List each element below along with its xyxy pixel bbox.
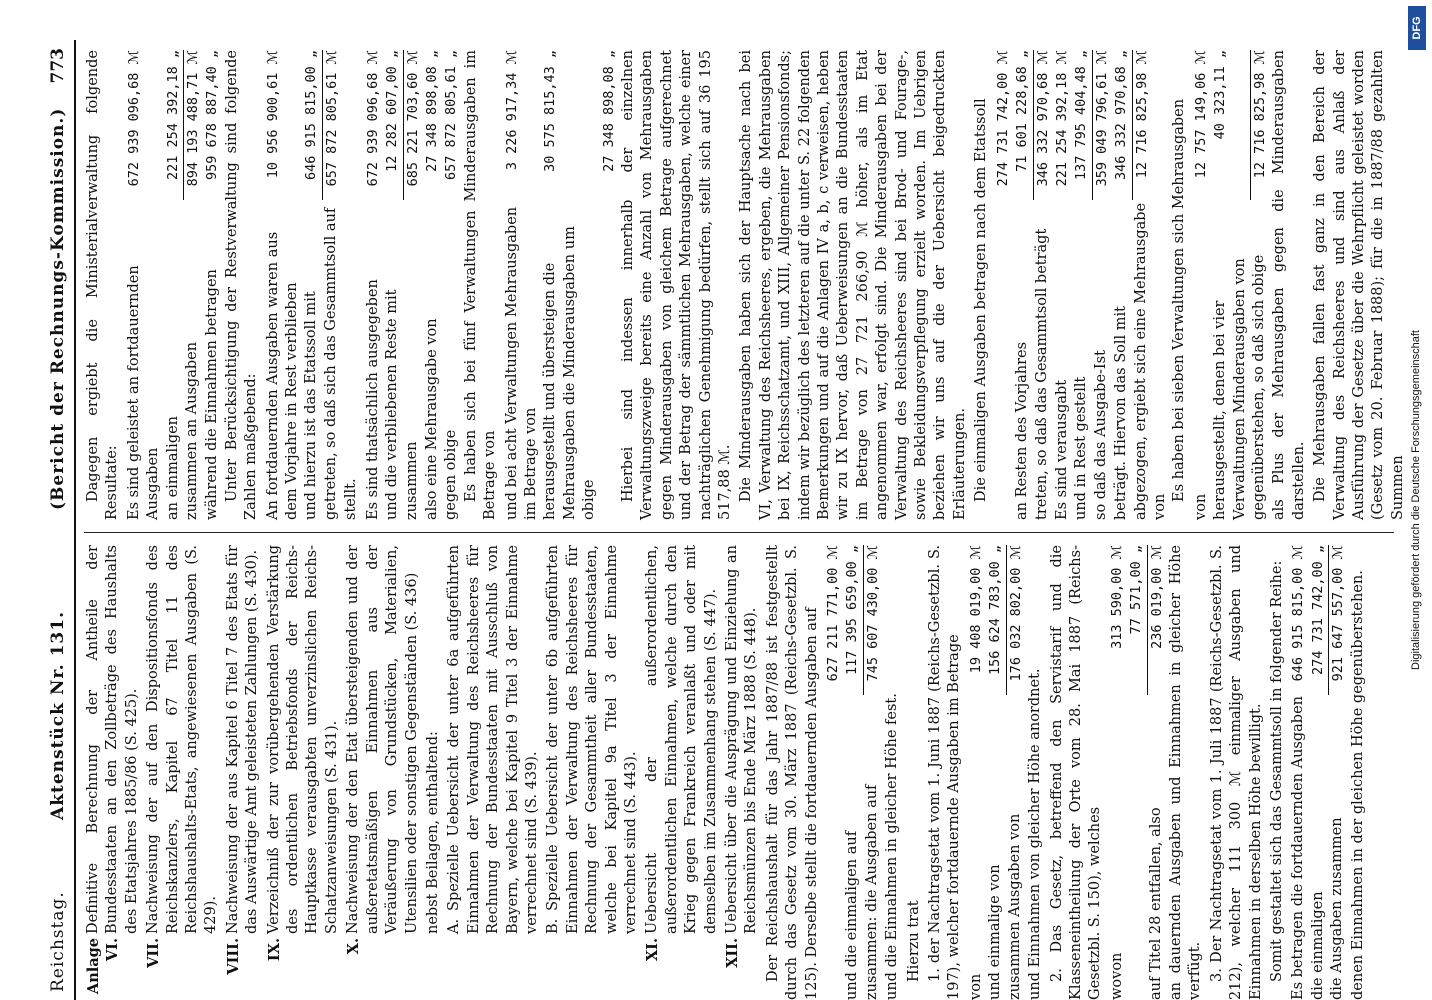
paragraph: als Plus der Mehrausgaben gegen die Minderausgaben darstellen.	[1271, 50, 1307, 520]
amount-row	[600, 50, 619, 520]
amount-label: und hierzu ist das Etatssoll mit	[303, 291, 320, 520]
anlage-text: Nachweisung der den Etat übersteigenden und der außeretatsmäßigen Einnahmen aus der Veräußerung von Grundstücken, Materialien, Utensilien oder sonstigen Gegenständen (S. 436)	[345, 545, 420, 934]
amount-label	[824, 695, 843, 1000]
amount-block	[1053, 50, 1170, 520]
amount-block	[1108, 545, 1167, 1000]
amount-value: 672 939 096,68 ℳ	[125, 50, 142, 187]
amount-row	[383, 50, 402, 520]
amount-row	[1147, 545, 1167, 1000]
paragraph: Der Reichshaushalt für das Jahr 1887/88 ist festgestellt durch das Gesetz vom 30. März 1887 (Reichs-Gesetzbl. S. 125). Derselbe stellt die fortdauernden Ausgaben auf	[764, 545, 820, 1000]
amount-value: 27 348 898,08 „	[600, 50, 617, 172]
amount-value: 117 395 659,00 „	[844, 545, 861, 676]
paragraph: denen Einnahmen in der gleichen Höhe gegenüberstehen.	[1349, 570, 1366, 1000]
amount-label: und die einmaligen auf	[844, 830, 861, 1000]
paragraph: 2. Das Gesetz, betreffend den Servistarif und die Klasseneintheilung der Orte vom 28. Mai 1887 (Reichs-Gesetzbl. S. 150), welches	[1048, 545, 1104, 1000]
anlage-number: Anlage VI.	[85, 938, 122, 995]
amount-label	[600, 200, 619, 520]
amount-value: 19 408 019,00 ℳ	[967, 545, 984, 674]
amount-row	[503, 50, 542, 520]
amount-label: zusammen Ausgaben von	[1006, 813, 1023, 1000]
amount-label: Es sind verausgabt	[1053, 379, 1070, 520]
amount-value: 71 601 228,68 „	[1014, 50, 1031, 172]
amount-block	[967, 545, 1026, 1000]
paragraph: 3. Der Nachtragsetat vom 1. Juli 1887 (Reichs-Gesetzbl. S. 212), welcher 111 300 ℳ einmaliger Ausgaben und Einnahmen in derselben Höhe bewilligt.	[1208, 545, 1264, 1000]
paragraph: 1. der Nachtragsetat vom 1. Juni 1887 (Reichs-Gesetzbl. S. 197), welcher fortdauernde Ausgaben im Betrage	[927, 545, 963, 1000]
amount-label: und in Rest gestellt	[1073, 376, 1090, 520]
amount-block	[994, 50, 1053, 520]
amount-label: und die verbliebenen Reste mit	[384, 289, 401, 520]
amount-row	[967, 545, 986, 1000]
amount-row	[1033, 50, 1053, 520]
left-column	[84, 545, 1404, 1000]
paragraph: Die Mehrausgaben fallen fast ganz in den Bereich der Verwaltung des Reichsheeres und sind aus Anlaß der Ausführung der Gesetze über die Wehrpflicht geleistet worden (Gesetz vom 20. Februar 1888); für die in 1887/88 gezahlten Summen	[1312, 50, 1406, 520]
anlage-item	[224, 545, 263, 1000]
amount-label: von	[1192, 493, 1209, 520]
amount-row	[1092, 50, 1112, 520]
amount-value: 12 716 825,98 ℳ	[1250, 50, 1270, 200]
right-column	[84, 50, 1404, 520]
header-left: Reichstag.	[48, 891, 68, 992]
amount-row	[1112, 50, 1131, 520]
amount-label: An fortdauernden Ausgaben waren aus dem Vorjahre in Rest verblieben	[264, 231, 301, 520]
amount-row	[986, 545, 1005, 1000]
amount-value: 274 731 742,00 „	[1309, 545, 1326, 676]
amount-block	[125, 50, 223, 520]
anlage-text: Nachweisung der auf den Dispositionsfonds des Reichskanzlers, Kapitel 67 Titel 11 des Reichshaushalts-Etats, angewiesenen Ausgaben (S. 429).	[145, 545, 220, 934]
amount-row	[364, 50, 383, 520]
amount-label	[994, 200, 1013, 520]
amount-value: 236 019,00 ℳ	[1147, 545, 1167, 695]
amount-row	[442, 50, 461, 520]
amount-label: an einmaligen	[164, 415, 181, 520]
amount-label: abgezogen, ergiebt sich eine Mehrausgabe von	[1132, 202, 1168, 520]
amount-value: 646 915 815,00 ℳ	[1290, 545, 1307, 682]
anlage-item	[643, 545, 721, 1000]
amount-row	[1108, 545, 1127, 1000]
amount-value: 176 032 802,00 ℳ	[1006, 545, 1026, 695]
amount-row	[824, 545, 843, 1000]
paragraph: stellt.	[343, 478, 360, 520]
amount-label	[1127, 695, 1146, 1000]
paragraph: und die Einnahmen in gleicher Höhe fest.	[884, 693, 901, 1000]
amount-row	[403, 50, 423, 520]
amount-value: 685 221 703,60 ℳ	[403, 50, 423, 200]
amount-label: Es sind geleistet an fortdauernden Ausgaben	[125, 265, 162, 520]
amount-row	[203, 50, 222, 520]
amount-value: 646 915 815,00 „	[303, 50, 320, 181]
anlage-number: XI.	[644, 938, 662, 962]
page-header	[40, 40, 76, 1000]
amount-row	[302, 50, 321, 520]
amount-value: 12 282 607,00 „	[384, 50, 401, 172]
column-divider	[84, 532, 1394, 533]
amount-label: und einmalige von	[987, 864, 1004, 1000]
amount-label: an Resten des Vorjahres	[1014, 341, 1031, 520]
paragraph: Es haben sich bei fünf Verwaltungen Minderausgaben im Betrage von	[462, 50, 499, 520]
amount-label: so daß das Ausgabe-Ist	[1092, 350, 1109, 520]
amount-label: wovon	[1108, 952, 1125, 1000]
amount-label: beträgt. Hiervon das Soll mit	[1113, 306, 1130, 520]
amount-row	[125, 50, 164, 520]
amount-value: 921 647 557,00 ℳ	[1328, 545, 1348, 695]
amount-label: treten, so daß das Gesammtsoll beträgt	[1033, 228, 1050, 520]
anlage-text: Verzeichniß der zur vorübergehenden Verstärkung des ordentlichen Betriebsfonds der Reichs-Hauptkasse verausgabten unverzinslichen Reichs-Schatzanweisungen (S. 431).	[265, 545, 340, 934]
paragraph: Die einmaligen Ausgaben betragen nach dem Etatssoll	[973, 98, 990, 502]
amount-label: die Ausgaben zusammen	[1329, 817, 1346, 1000]
amount-label: von	[967, 973, 984, 1000]
anlage-number	[445, 938, 542, 1000]
paragraph: Somit gestaltet sich das Gesammtsoll in folgender Reihe:	[1268, 560, 1285, 982]
amount-block	[824, 545, 883, 1000]
anlagen-list	[84, 545, 762, 1000]
amount-row	[541, 50, 599, 520]
anlage-text: Definitive Berechnung der Antheile der Bundesstaaten an den Zollbeträge des Haushalts des Etatsjahres 1885/86 (S. 425).	[85, 545, 140, 934]
dfg-logo-text: DFG	[1411, 16, 1423, 40]
amount-row	[1328, 545, 1348, 1000]
paragraph: Hierbei sind indessen innerhalb der einzelnen Verwaltungszweige bereits eine Anzahl von Mehrausgaben gegen Minderausgaben von gleichem Betrage aufgerechnet und der Betrag der sämmtlichen Mehrausgaben, welche einer nachträglichen Genehmigung bedürfen, stellt sich auf 36 195 517,88 ℳ.	[619, 50, 733, 520]
amount-row	[164, 50, 183, 520]
amount-label: und bei acht Verwaltungen Mehrausgaben im Betrage von	[503, 206, 539, 520]
rotated-document-page	[40, 40, 1410, 1000]
amount-row	[183, 50, 203, 520]
anlage-number: X.	[345, 938, 363, 955]
paragraph: Unter Berücksichtigung der Restverwaltung sind folgende Zahlen maßgebend:	[223, 50, 260, 520]
amount-label: getreten, so daß sich das Gesammtsoll auf	[322, 207, 339, 520]
anlage-number: VII.	[145, 938, 163, 968]
amount-block	[1192, 50, 1271, 520]
amount-value: 657 872 805,61 „	[443, 50, 460, 181]
paragraph: und Einnahmen von gleicher Höhe anordnet.	[1027, 668, 1044, 1000]
amount-row	[843, 545, 862, 1000]
amount-value: 12 716 825,98 ℳ	[1132, 50, 1171, 200]
amount-value: 274 731 742,00 ℳ	[994, 50, 1011, 187]
amount-row	[423, 50, 442, 520]
amount-row	[1013, 50, 1032, 520]
amount-value: 10 956 900,61 ℳ	[264, 50, 281, 179]
anlage-item	[544, 545, 641, 1000]
anlage-item	[445, 545, 542, 1000]
amount-value: 3 226 917,34 ℳ	[503, 50, 520, 171]
amount-value: 959 678 887,40 „	[204, 50, 221, 181]
amount-label: herausgestellt und übersteigen die Mehrausgaben die Minderausgaben um obige	[542, 226, 598, 520]
amount-value: 894 193 488,71 ℳ	[183, 50, 203, 200]
anlage-text: B. Spezielle Uebersicht der unter 6b aufgeführten Einnahmen der Verwaltung des Reichsheeres für Rechnung der Gesammtheit aller Bundesstaaten, welche bei Kapitel 9a Titel 3 der Einnahme verrechnet sind (S. 443).	[545, 545, 639, 934]
amount-value: 30 575 815,43 „	[542, 50, 559, 172]
amount-value: 745 607 430,00 ℳ	[863, 545, 883, 695]
amount-row	[322, 50, 342, 520]
amount-block	[364, 50, 462, 520]
amount-block	[1289, 545, 1348, 1000]
header-aktenstueck: Aktenstück Nr. 131.	[48, 610, 68, 820]
amount-row	[1309, 545, 1328, 1000]
amount-row	[264, 50, 303, 520]
amount-label: die einmaligen	[1309, 891, 1326, 1000]
amount-row	[1250, 50, 1270, 520]
amount-value: 359 049 796,61 ℳ	[1092, 50, 1112, 200]
amount-value: 657 872 805,61 ℳ	[322, 50, 342, 200]
header-title: (Bericht der Rechnungs-Kommission.)	[48, 107, 68, 510]
amount-row	[1072, 50, 1091, 520]
anlage-item	[424, 545, 443, 1000]
amount-row	[1132, 50, 1171, 520]
anlage-text: nebst Beilagen, enthaltend:	[424, 731, 441, 934]
anlage-item	[84, 545, 142, 1000]
anlage-item	[723, 545, 762, 1000]
dfg-logo	[1408, 6, 1426, 50]
anlage-item	[344, 545, 422, 1000]
amount-label: zusammen: die Ausgaben auf	[863, 784, 880, 1000]
amount-label: zusammen	[403, 441, 420, 520]
amount-block	[503, 50, 619, 520]
amount-row	[1127, 545, 1146, 1000]
amount-row	[1053, 50, 1072, 520]
amount-label: während die Einnahmen betragen	[204, 269, 221, 520]
amount-value: 313 590,00 ℳ	[1108, 545, 1125, 649]
amount-block	[264, 50, 343, 520]
amount-label: Es betragen die fortdauernden Ausgaben	[1290, 696, 1307, 1000]
amount-row	[1211, 50, 1250, 520]
amount-label: gegenüberstehen, so daß sich obige	[1250, 254, 1267, 520]
amount-value: 221 254 392,18 ℳ	[1053, 50, 1070, 187]
anlage-text: Uebersicht der außerordentlichen, außerordentlichen Einnahmen, welche durch den Krieg gegen Frankreich veranlaßt und oder mit demselben im Zusammenhang stehen (S. 447).	[644, 545, 719, 934]
page-number: 773	[48, 48, 68, 84]
amount-row	[994, 50, 1013, 520]
amount-value: 137 795 404,48 „	[1073, 50, 1090, 181]
anlage-item	[144, 545, 222, 1000]
anlage-item	[265, 545, 343, 1000]
anlage-text: Nachweisung der aus Kapitel 6 Titel 7 des Etats für das Auswärtige Amt geleisteten Zahlungen (S. 430).	[224, 545, 261, 934]
amount-label: Es sind thatsächlich ausgegeben	[364, 279, 381, 520]
amount-value: 221 254 392,18 „	[164, 50, 181, 181]
anlage-number	[424, 938, 443, 1000]
amount-label: zusammen an Ausgaben	[184, 341, 201, 520]
amount-value: 12 757 149,06 ℳ	[1192, 50, 1209, 179]
paragraph: Dagegen ergiebt die Ministerialverwaltung folgende Resultate:	[85, 50, 121, 520]
amount-label: gegen obige	[443, 429, 460, 520]
amount-label: herausgestellt, denen bei vier Verwaltungen Minderausgaben von	[1212, 258, 1248, 520]
amount-value: 346 332 970,68 „	[1113, 50, 1130, 181]
amount-row	[1289, 545, 1308, 1000]
anlage-number: VIII.	[224, 938, 242, 975]
anlage-number: IX.	[265, 938, 283, 962]
anlage-text: A. Spezielle Uebersicht der unter 6a aufgeführten Einnahmen der Verwaltung des Reichsheeres für Rechnung der Bundesstaaten mit Ausschluß von Bayern, welche bei Kapitel 9 Titel 3 der Einnahme verrechnet sind (S. 439).	[446, 545, 540, 934]
amount-value: 27 348 898,08 „	[423, 50, 440, 172]
amount-label: also eine Mehrausgabe von	[423, 318, 440, 520]
anlage-number	[544, 938, 641, 1000]
amount-value: 627 211 771,00 ℳ	[825, 545, 842, 682]
amount-value: 156 624 783,00 „	[987, 545, 1004, 676]
digitization-credit: Digitalisierung gefördert durch die Deutsche Forschungsgemeinschaft	[1410, 330, 1422, 670]
amount-value: 40 323,11 „	[1212, 50, 1229, 140]
anlage-text: Uebersicht über die Ausprägung und Einziehung an Reichsmünzen bis Ende März 1888 (S. 448).	[724, 545, 760, 934]
paragraph: Es haben bei sieben Verwaltungen sich Mehrausgaben	[1171, 98, 1188, 502]
amount-row	[1192, 50, 1211, 520]
amount-value: 346 332 970,68 ℳ	[1033, 50, 1053, 200]
amount-row	[863, 545, 883, 1000]
amount-row	[1006, 545, 1026, 1000]
paragraph: Die Minderausgaben haben sich der Hauptsache nach bei VI, Verwaltung des Reichsheeres, ergeben, die Mehrausgaben bei IX, Reichsschatzamt, und XIII, Allgemeiner Pensionsfonds; indem wir bezüglich des letzteren auf die unter S. 22 folgenden Bemerkungen und auf die Anlagen IV a, b, c verweisen, heben wir zu IX hervor, daß Ueberweisungen an die Bundesstaaten im Betrage von 27 721 266,90 ℳ höher, als im Etat angenommen war, erfolgt sind. Die Minderausgaben bei der Verwaltung des Reichsheeres sind bei Brod- und Fourage-, sowie Bekleidungsverpflegung erzielt worden. Im Uebrigen beziehen wir uns auf die der Uebersicht beigedruckten Erläuterungen.	[738, 50, 968, 520]
paragraph: Hierzu trat	[905, 900, 922, 982]
paragraph: an dauernden Ausgaben und Einnahmen in gleicher Höhe verfügt.	[1167, 545, 1204, 1000]
anlage-number: XII.	[724, 938, 741, 968]
amount-label: auf Titel 28 entfallen, also	[1147, 807, 1164, 1000]
amount-value: 77 571,00 „	[1128, 545, 1145, 635]
amount-value: 672 939 096,68 ℳ	[364, 50, 381, 187]
